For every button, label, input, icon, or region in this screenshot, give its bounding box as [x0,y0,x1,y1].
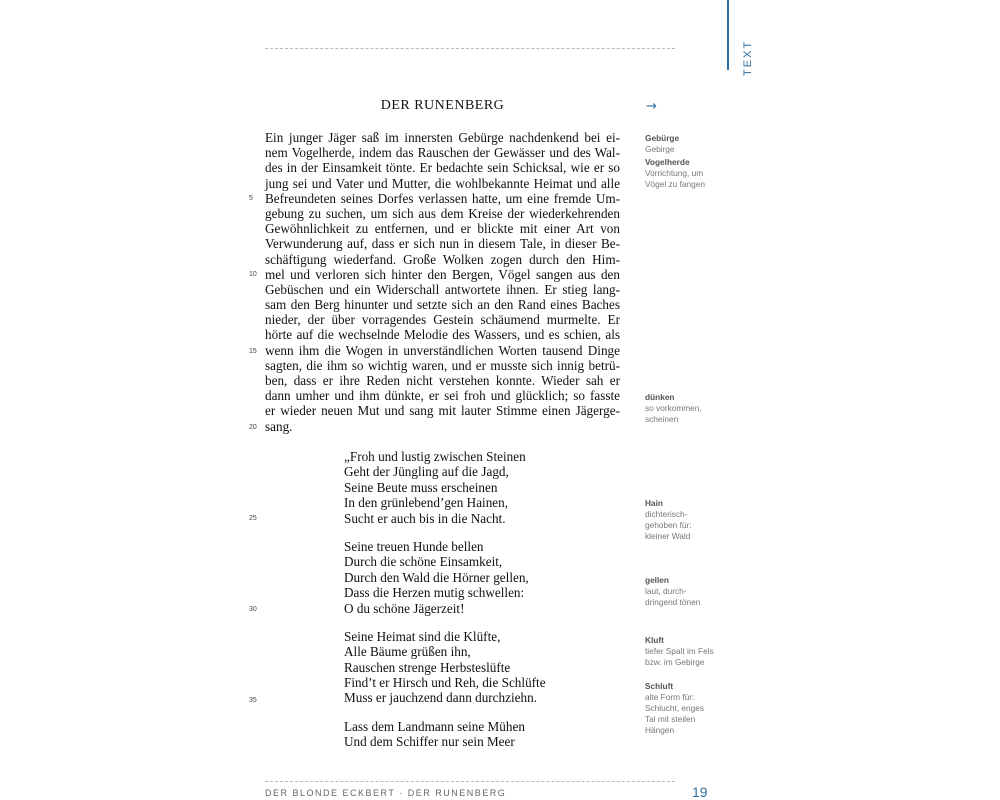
line-number: 15 [249,348,257,355]
section-tab-label: TEXT [742,39,754,76]
prose-line: hörte auf die wechselnde Melodie des Wassers, und es schien, als [265,327,620,343]
page-number: 19 [692,784,708,800]
prose-line: nem Vogelherde, indem das Rauschen der Gewässer und des Wal- [265,145,620,161]
gloss-definition: Vorrichtung, um [645,168,704,178]
verse-line: Geht der Jüngling auf die Jagd, [344,464,509,480]
gloss-definition: Gebirge [645,144,675,154]
prose-line: gebung zu suchen, um sich aus dem Kreise der wiederkehrenden [265,205,620,221]
gloss-definition: bzw. im Gebirge [645,657,705,667]
gloss-definition: dringend tönen [645,597,701,607]
gloss-hain [645,498,735,542]
prose-line: Gewöhnlichkeit zu entfernen, und er blickte mit einer Art von [265,221,620,237]
gloss-gebuerge [645,133,735,155]
verse-line: Durch die schöne Einsamkeit, [344,554,503,570]
prose-line: sang. [265,418,293,434]
gloss-gellen [645,575,735,608]
gloss-term: Schluft [645,681,674,691]
prose-line: ben, dass er ihre Reden nicht verstehen konnte. Wieder sah er [265,373,620,388]
gloss-definition: Schlucht, enges [645,703,705,713]
verse-line: Sucht er auch bis in die Nacht. [344,510,506,526]
gloss-duenken [645,392,735,425]
verse-line: Seine treuen Hunde bellen [344,538,484,554]
gloss-definition: alte Form für: [645,692,695,702]
gloss-definition: laut, durch- [645,586,687,596]
gloss-definition: scheinen [645,414,679,424]
poem-block [344,449,624,763]
bottom-rule [265,781,675,782]
gloss-definition: Tal mit steilen [645,714,696,724]
running-head: DER BLONDE ECKBERT · DER RUNENBERG [265,788,507,798]
gloss-schluft [645,681,735,736]
prose-line: Gebüschen und ein Widerschall antwortete ihnen. Er stieg lang- [265,281,620,297]
prose-line: Verwunderung auf, dass er sich nun in diesem Tale, in dieser Be- [265,236,620,252]
verse-line: Durch den Wald die Hörner gellen, [344,569,529,585]
gloss-definition: tiefer Spalt im Fels [645,646,714,656]
prose-block [265,130,620,434]
line-number: 20 [249,424,257,431]
arrow-right-icon: → [646,99,657,114]
prose-line: mel und verloren sich hinter den Bergen, Vögel sangen aus den [265,266,620,282]
gloss-term: Hain [645,498,663,508]
verse-line: O du schöne Jägerzeit! [344,600,465,616]
verse-line: Dass die Herzen mutig schwellen: [344,585,525,601]
line-number: 5 [249,195,253,202]
gloss-term: dünken [645,392,675,402]
gloss-definition: dichterisch- [645,509,688,519]
prose-line: Ein junger Jäger saß im innersten Gebürge nachdenkend bei ei- [265,130,620,145]
prose-line: er wieder neuen Mut und sang mit lauter Stimme einen Jägerge- [265,403,620,419]
prose-line: jung sei und Vater und Mutter, die wohlbekannte Heimat und alle [265,175,620,191]
poem-stanza [344,629,624,706]
gloss-definition: kleiner Wald [645,531,691,541]
poem-stanza [344,449,624,526]
chapter-title: DER RUNENBERG [380,98,505,113]
prose-line: sam den Berg hinunter und setzte sich an den Rand eines Baches [265,297,620,313]
prose-line: Befreundeten seines Dorfes verlassen hatte, um eine fremde Um- [265,190,620,206]
prose-line: schäftigung wiederfand. Große Wolken zogen durch den Him- [265,251,620,267]
poem-stanza [344,539,624,616]
line-number: 30 [249,606,257,613]
prose-line: nieder, der über vorragendes Gestein schäumend murmelte. Er [265,312,620,328]
section-tab-bar [727,0,729,70]
prose-line: sagten, die ihm so wichtig waren, und er musste sich innig betrü- [265,357,620,373]
prose-line: dann umher und ihm dünkte, er sei froh und glücklich; so fasste [265,388,620,404]
line-number: 35 [249,697,257,704]
verse-line: In den grünlebend’gen Hainen, [344,495,509,511]
verse-line: Seine Heimat sind die Klüfte, [344,628,501,644]
verse-line: „Froh und lustig zwischen Steinen [344,449,526,464]
gloss-definition: Hängen [645,725,675,735]
gloss-kluft [645,635,735,668]
gloss-term: Vogelherde [645,157,690,167]
prose-line: des in der Einsamkeit tönte. Er bedachte sein Schicksal, wie er so [265,160,620,176]
verse-line: Rauschen strenge Herbsteslüfte [344,659,511,675]
prose-line: wenn ihm die Wogen in unverständlichen Worten tausend Dinge [265,342,620,358]
top-rule [265,48,675,49]
gloss-definition: Vögel zu fangen [645,179,705,189]
line-number: 10 [249,271,257,278]
gloss-definition: gehoben für: [645,520,692,530]
gloss-term: gellen [645,575,669,585]
verse-line: Muss er jauchzend dann durchziehn. [344,690,537,706]
gloss-term: Kluft [645,635,664,645]
verse-line: Find’t er Hirsch und Reh, die Schlüfte [344,675,546,691]
verse-line: Lass dem Landmann seine Mühen [344,718,525,734]
gloss-definition: so vorkommen, [645,403,702,413]
verse-line: Alle Bäume grüßen ihn, [344,644,471,660]
line-number: 25 [249,515,257,522]
verse-line: Seine Beute muss erscheinen [344,479,498,495]
poem-stanza [344,719,624,750]
gloss-term: Gebürge [645,133,680,143]
gloss-vogelherde [645,157,735,190]
verse-line: Und dem Schiffer nur sein Meer [344,734,515,750]
